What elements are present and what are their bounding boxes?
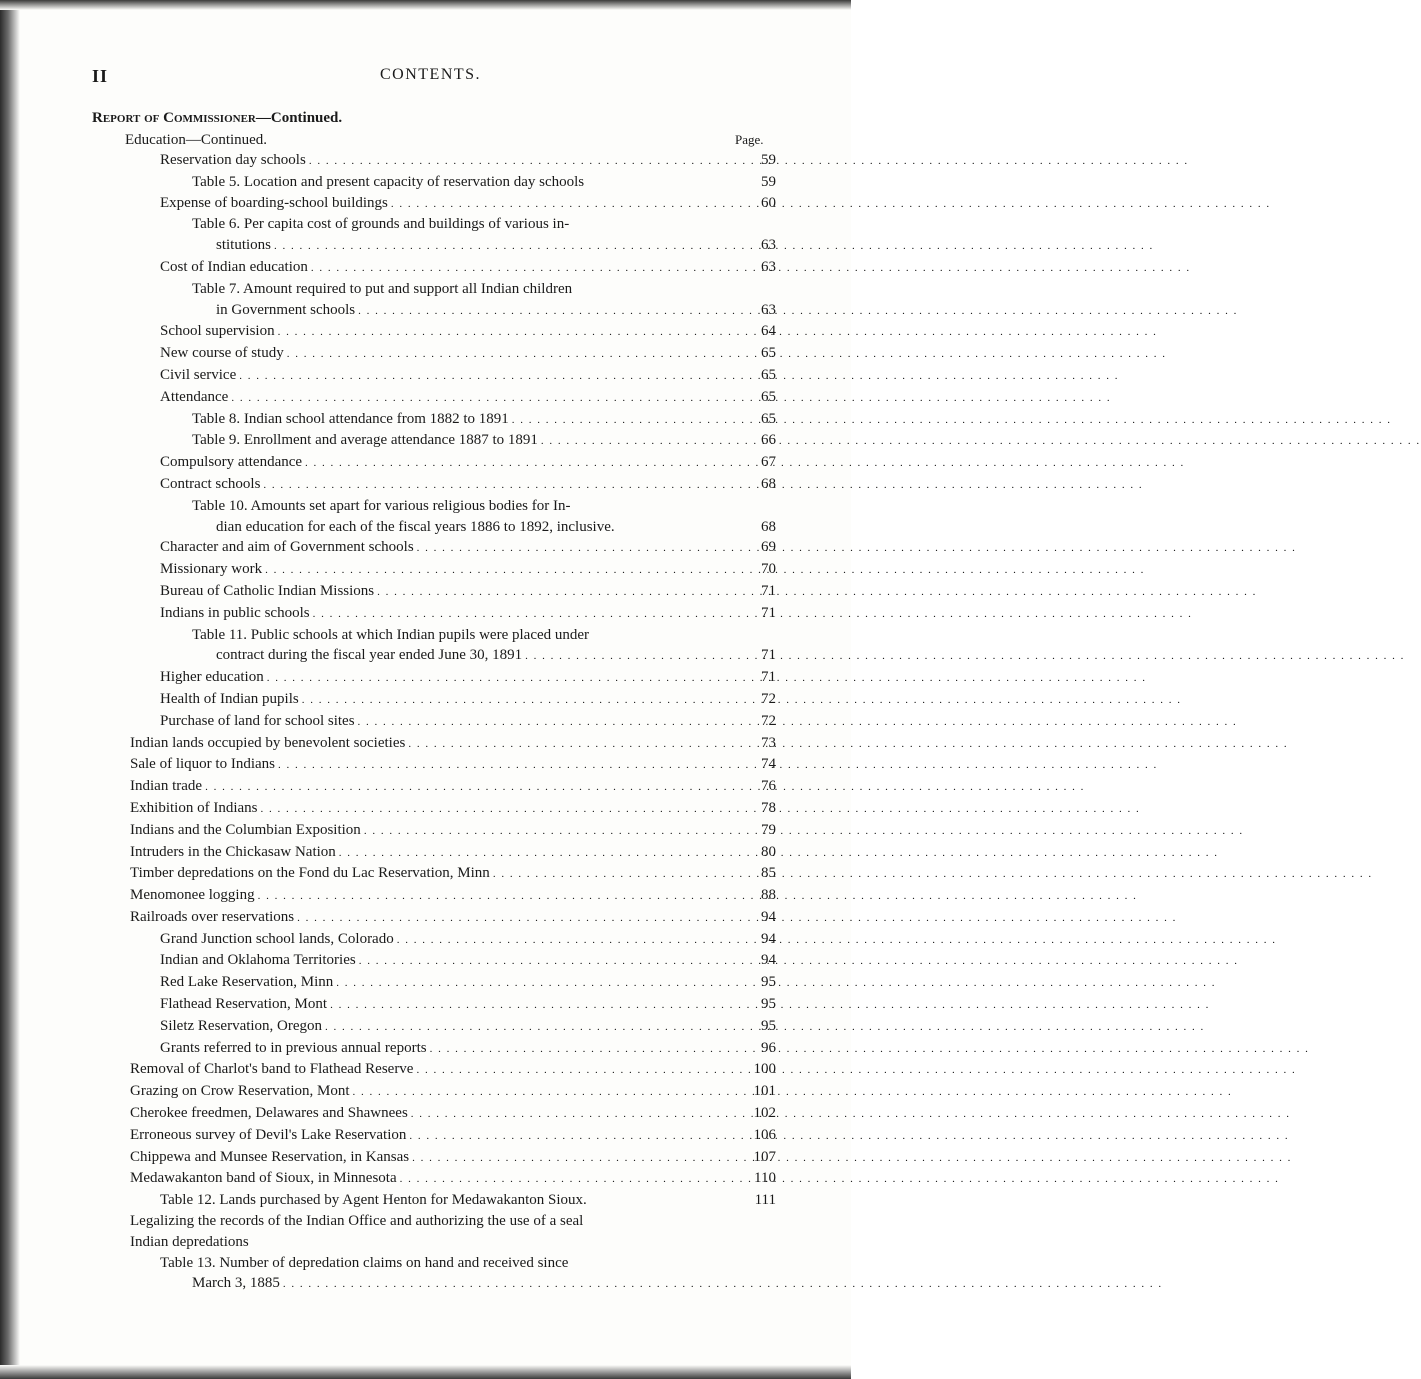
toc-entry-label: Attendance	[160, 388, 229, 405]
toc-entry-label: Siletz Reservation, Oregon	[160, 1017, 323, 1034]
toc-entry-label: Health of Indian pupils	[160, 690, 299, 707]
toc-entry-label: Legalizing the records of the Indian Office and authorizing the use of a seal	[130, 1213, 584, 1230]
dot-leader	[411, 1104, 1291, 1125]
dot-leader	[493, 864, 1373, 885]
toc-entry	[0, 452, 776, 474]
toc-entry-label: Table 6. Per capita cost of grounds and buildings of various in-	[192, 216, 570, 233]
scan-top-edge	[0, 0, 851, 10]
toc-entry-page: 95	[761, 974, 776, 991]
toc-entry-label: Purchase of land for school sites	[160, 712, 355, 729]
toc-entry-page: 78	[761, 799, 776, 816]
toc-entry	[0, 517, 776, 538]
dot-leader	[239, 366, 1119, 387]
toc-entry	[0, 1253, 725, 1274]
dot-leader	[541, 431, 1421, 452]
toc-entry-label: Indian trade	[130, 778, 203, 795]
toc-entry-page: 68	[761, 475, 776, 492]
toc-entry	[0, 193, 776, 215]
toc-entry-page: 70	[761, 561, 776, 578]
toc-entry	[0, 257, 776, 279]
toc-entry-label: Missionary work	[160, 561, 263, 578]
dot-leader	[400, 1169, 1280, 1190]
toc-entry-label: Table 7. Amount required to put and support all Indian children	[192, 280, 573, 297]
toc-entry	[0, 1232, 725, 1253]
toc-entry-page: 63	[761, 237, 776, 254]
toc-entry-page: 88	[761, 887, 776, 904]
dot-leader	[353, 1082, 1233, 1103]
toc-entry	[0, 994, 776, 1016]
toc-entry	[0, 387, 776, 409]
toc-entry-page: 60	[761, 194, 776, 211]
toc-entry-label: Cost of Indian education	[160, 258, 308, 275]
toc-entry-page: 95	[761, 996, 776, 1013]
toc-entry-page: 63	[761, 301, 776, 318]
toc-entry-page: 68	[761, 518, 776, 535]
toc-entry-label: Indian depredations	[130, 1233, 249, 1250]
dot-leader	[358, 712, 1238, 733]
toc-entry-page: 66	[761, 432, 776, 449]
toc-entry-page: 65	[761, 366, 776, 383]
toc-entry	[0, 409, 776, 431]
dot-leader	[417, 538, 1297, 559]
dot-leader	[412, 1148, 1292, 1169]
toc-entry-label: School supervision	[160, 323, 275, 340]
section-heading-suffix: —Continued.	[255, 110, 343, 126]
toc-entry-page: 96	[761, 1039, 776, 1056]
toc-entry	[0, 1016, 776, 1038]
toc-entry	[0, 1147, 776, 1169]
toc-entry-label: Expense of boarding-school buildings	[160, 194, 388, 211]
dot-leader	[283, 1274, 1163, 1295]
toc-entry-label: Chippewa and Munsee Reservation, in Kansas	[130, 1148, 410, 1165]
toc-entry-page: 111	[754, 1192, 776, 1209]
toc-entry	[0, 1059, 776, 1081]
toc-entry	[0, 972, 776, 994]
toc-entry	[0, 559, 776, 581]
toc-entry-page: 65	[761, 388, 776, 405]
dot-leader	[409, 1126, 1289, 1147]
toc-entry-page: 63	[761, 258, 776, 275]
dot-leader	[397, 930, 1277, 951]
toc-entry	[0, 321, 776, 343]
toc-entry-page: 71	[761, 582, 776, 599]
dot-leader	[359, 951, 1239, 972]
dot-leader	[377, 582, 1257, 603]
toc-entry-label: Bureau of Catholic Indian Missions	[160, 582, 375, 599]
toc-entry-page: 110	[754, 1170, 776, 1187]
toc-entry-page: 71	[761, 669, 776, 686]
dot-leader	[512, 410, 1392, 431]
toc-entry-label: Removal of Charlot's band to Flathead Reserve	[130, 1061, 414, 1078]
toc-entry-page: 67	[761, 454, 776, 471]
dot-leader	[258, 886, 1138, 907]
toc-entry	[0, 950, 776, 972]
toc-entry	[0, 581, 776, 603]
toc-entry-label: Grazing on Crow Reservation, Mont	[130, 1083, 350, 1100]
dot-leader	[358, 301, 1238, 322]
toc-entry	[0, 537, 776, 559]
toc-entry	[0, 343, 776, 365]
toc-entry-label: Menomonee logging	[130, 887, 255, 904]
toc-entry	[0, 1103, 776, 1125]
toc-entry-page: 59	[761, 152, 776, 168]
toc-entry	[0, 1273, 725, 1295]
toc-entry-label: Indians in public schools	[160, 604, 310, 621]
toc-entry	[0, 754, 776, 776]
toc-entry-label: contract during the fiscal year ended June 30, 1891	[216, 647, 523, 664]
toc-entry	[0, 150, 776, 172]
section-subheading: Education—Continued.	[125, 132, 268, 148]
toc-entry-label: Reservation day schools	[160, 152, 306, 168]
toc-entry-label: Intruders in the Chickasaw Nation	[130, 843, 336, 860]
toc-entry-page: 102	[753, 1105, 776, 1122]
toc-entry-label: Indians and the Columbian Exposition	[130, 821, 361, 838]
toc-entry-page: 69	[761, 539, 776, 556]
toc-entry-page: 85	[761, 865, 776, 882]
toc-entry	[0, 214, 725, 235]
toc-entry	[0, 907, 776, 929]
table-of-contents	[0, 150, 851, 1295]
dot-leader	[525, 646, 1405, 667]
toc-entry	[0, 776, 776, 798]
toc-entry-page: 94	[761, 908, 776, 925]
toc-entry-page: 65	[761, 345, 776, 362]
toc-entry-label: Contract schools	[160, 475, 261, 492]
dot-leader	[408, 734, 1288, 755]
toc-entry-label: Red Lake Reservation, Minn	[160, 974, 334, 991]
toc-entry-label: Exhibition of Indians	[130, 799, 258, 816]
toc-entry-page: 72	[761, 712, 776, 729]
page-title: CONTENTS.	[380, 66, 482, 83]
toc-entry-label: Indian and Oklahoma Territories	[160, 952, 356, 969]
toc-entry	[0, 172, 776, 193]
toc-entry	[0, 1168, 776, 1190]
toc-entry-label: Table 5. Location and present capacity of reservation day schools	[192, 173, 585, 190]
dot-leader	[336, 973, 1216, 994]
dot-leader	[231, 388, 1111, 409]
toc-entry	[0, 667, 776, 689]
toc-entry-label: Compulsory attendance	[160, 454, 303, 471]
toc-entry	[0, 625, 725, 646]
toc-entry	[0, 300, 776, 322]
toc-entry	[0, 733, 776, 755]
toc-entry-label: Table 11. Public schools at which Indian pupils were placed under	[192, 626, 590, 643]
toc-entry-page: 59	[761, 173, 776, 190]
toc-entry	[0, 365, 776, 387]
toc-entry-label: Table 8. Indian school attendance from 1882 to 1891	[192, 410, 509, 427]
toc-entry-page: 79	[761, 821, 776, 838]
toc-entry-label: Flathead Reservation, Mont	[160, 996, 328, 1013]
toc-entry-page: 71	[761, 604, 776, 621]
toc-entry-label: Character and aim of Government schools	[160, 539, 414, 556]
toc-entry-page: 76	[761, 778, 776, 795]
dot-leader	[205, 777, 1085, 798]
toc-entry	[0, 1038, 776, 1060]
toc-entry	[0, 929, 776, 951]
toc-entry-page: 80	[761, 843, 776, 860]
section-heading	[92, 110, 342, 127]
toc-entry-page: 107	[753, 1148, 776, 1165]
page-column-label: Page.	[735, 132, 764, 147]
page-number: II	[92, 66, 109, 86]
dot-leader	[416, 1060, 1296, 1081]
toc-entry	[0, 474, 776, 496]
toc-entry	[0, 689, 776, 711]
toc-entry	[0, 1081, 776, 1103]
toc-entry-page: 101	[753, 1083, 776, 1100]
toc-entry	[0, 430, 776, 452]
toc-entry	[0, 496, 725, 517]
dot-leader	[430, 1039, 1310, 1060]
toc-entry	[0, 885, 776, 907]
toc-entry-label: Table 12. Lands purchased by Agent Henton for Medawakanton Sioux.	[160, 1192, 587, 1209]
toc-entry-label: Cherokee freedmen, Delawares and Shawnees	[130, 1105, 408, 1122]
toc-entry-label: Table 9. Enrollment and average attendance 1887 to 1891	[192, 432, 538, 449]
toc-entry-page: 74	[761, 756, 776, 773]
toc-entry-label: Medawakanton band of Sioux, in Minnesota	[130, 1170, 397, 1187]
section-heading-prefix: Report of Commissioner	[92, 110, 256, 126]
dot-leader	[364, 821, 1244, 842]
toc-entry-label: Grand Junction school lands, Colorado	[160, 930, 394, 947]
toc-entry	[0, 603, 776, 625]
dot-leader	[391, 194, 1271, 215]
scan-bottom-edge	[0, 1365, 851, 1379]
dot-leader	[261, 799, 1141, 820]
toc-entry-label: March 3, 1885	[192, 1275, 280, 1292]
toc-entry-page: 95	[761, 1017, 776, 1034]
toc-entry-page: 64	[761, 323, 776, 340]
toc-entry-label: Sale of liquor to Indians	[130, 756, 275, 773]
toc-entry	[0, 863, 776, 885]
dot-leader	[339, 843, 1219, 864]
toc-entry-label: dian education for each of the fiscal years 1886 to 1892, inclusive.	[216, 518, 615, 535]
toc-entry-label: New course of study	[160, 345, 284, 362]
toc-entry-label: Indian lands occupied by benevolent societies	[130, 734, 406, 751]
toc-entry	[0, 820, 776, 842]
toc-entry-page: 94	[761, 952, 776, 969]
toc-entry	[0, 1211, 725, 1232]
toc-entry	[0, 645, 776, 667]
toc-entry	[0, 711, 776, 733]
toc-entry-page: 73	[761, 734, 776, 751]
toc-entry-page: 72	[761, 690, 776, 707]
dot-leader	[265, 560, 1145, 581]
toc-entry-page: 100	[753, 1061, 776, 1078]
toc-entry	[0, 279, 725, 300]
toc-entry	[0, 1125, 776, 1147]
dot-leader	[263, 475, 1143, 496]
toc-entry	[0, 842, 776, 864]
toc-entry-label: Erroneous survey of Devil's Lake Reservation	[130, 1126, 407, 1143]
toc-entry	[0, 1190, 776, 1211]
toc-entry-label: Civil service	[160, 366, 237, 383]
toc-entry	[0, 235, 776, 257]
toc-entry-label: Railroads over reservations	[130, 908, 295, 925]
toc-entry-label: in Government schools	[216, 301, 356, 318]
toc-entry-label: stitutions	[216, 237, 272, 254]
toc-entry-label: Table 10. Amounts set apart for various religious bodies for In-	[192, 497, 571, 514]
toc-entry-label: Higher education	[160, 669, 264, 686]
toc-entry-label: Grants referred to in previous annual reports	[160, 1039, 427, 1056]
toc-entry	[0, 798, 776, 820]
toc-entry-page: 106	[753, 1126, 776, 1143]
dot-leader	[267, 668, 1147, 689]
toc-entry-label: Table 13. Number of depredation claims on hand and received since	[160, 1254, 569, 1271]
toc-entry-page: 65	[761, 410, 776, 427]
toc-entry-page: 71	[761, 647, 776, 664]
toc-entry-label: Timber depredations on the Fond du Lac Reservation, Minn	[130, 865, 490, 882]
toc-entry-page: 94	[761, 930, 776, 947]
dot-leader	[274, 236, 1154, 257]
